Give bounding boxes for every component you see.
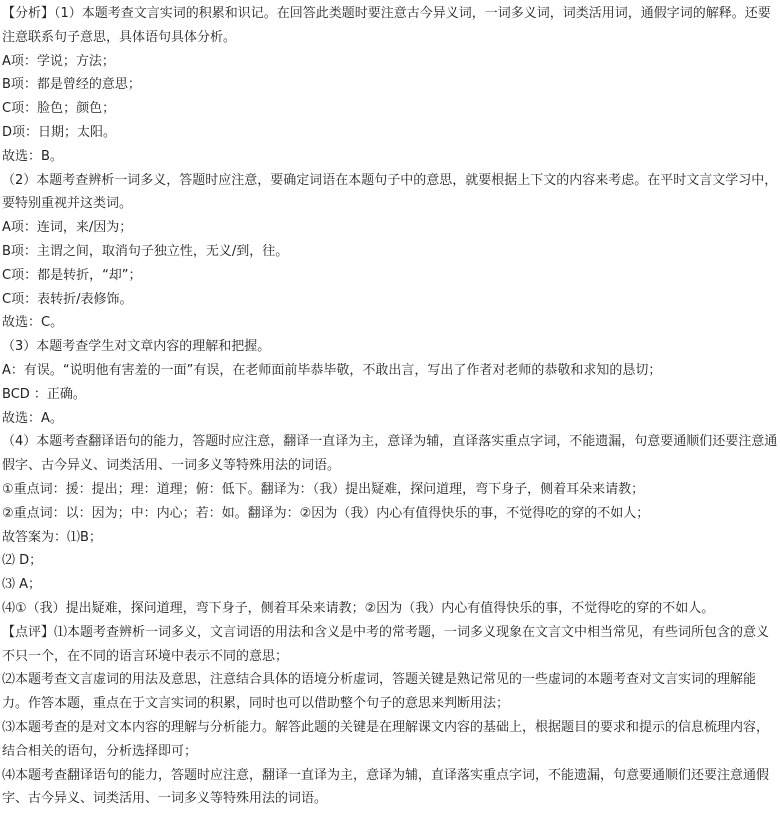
text-line: B项：都是曾经的意思； — [2, 77, 141, 93]
text-line: 故选：B。 — [2, 148, 63, 164]
text-line: （3）本题考查学生对文章内容的理解和把握。 — [2, 339, 271, 355]
text-line: 故选：C。 — [2, 315, 64, 331]
text-line: A项：学说；方法； — [2, 53, 115, 69]
text-line: BCD ：正确。 — [2, 386, 86, 402]
text-line: ⑵本题考查文言虚词的用法及意思，注意结合具体的语境分析虚词，答题关键是熟记常见的一些虚词的本题考查对文言实词的理解能力。作答本题，重点在于文言实词的积累，同时也可以借助整个句子的意思来判断用法； — [2, 672, 757, 712]
text-line: ⑷本题考查翻译语句的能力，答题时应注意，翻译一直译为主，意译为辅，直译落实重点字词，不能遗漏，句意要通顺们还要注意通假字、古今异义、词类活用、一词多义等特殊用法的词语。 — [2, 767, 770, 807]
analysis-document — [2, 2, 778, 811]
text-line: ⑶ A； — [2, 577, 42, 593]
text-line: ⑷①（我）提出疑难，探问道理，弯下身子，侧着耳朵来请教；②因为（我）内心有值得快乐的事，不觉得吃的穿的不如人。 — [2, 600, 715, 616]
text-line: （2）本题考查辨析一词多义，答题时应注意，要确定词语在本题句子中的意思，就要根据上下文的内容来考虑。在平时文言文学习中，要特别重视并这类词。 — [2, 172, 778, 212]
text-line: ②重点词：以：因为；中：内心；若：如。翻译为：②因为（我）内心有值得快乐的事，不觉得吃的穿的不如人； — [2, 505, 650, 521]
text-line: 【分析】（1）本题考查文言实词的积累和识记。在回答此类题时要注意古今异义词，一词多义词，词类活用词，通假字词的解释。还要注意联系句子意思，具体语句具体分析。 — [2, 6, 771, 45]
text-line: ⑵ D； — [2, 553, 43, 569]
text-line: ①重点词：援：提出；理：道理；俯：低下。翻译为：（我）提出疑难，探问道理，弯下身子，侧着耳朵来请教； — [2, 481, 645, 497]
text-line: A：有误。“说明他有害羞的一面”有误，在老师面前毕恭毕敬，不敢出言，写出了作者对老师的恭敬和求知的恳切； — [2, 362, 662, 378]
text-line: C项：都是转折，“却”； — [2, 267, 142, 283]
text-line: ⑶本题考查的是对文本内容的理解与分析能力。解答此题的关键是在理解课文内容的基础上，根据题目的要求和提示的信息梳理内容，结合相关的语句，分析选择即可； — [2, 719, 770, 759]
text-line: 故答案为：⑴B； — [2, 529, 102, 545]
text-line: 【点评】⑴本题考查辨析一词多义，文言词语的用法和含义是中考的常考题，一词多义现象在文言文中相当常见，有些词所包含的意义不只一个，在不同的语言环境中表示不同的意思； — [2, 624, 770, 664]
text-line: A项：连词，来/因为； — [2, 220, 133, 236]
text-line: B项：主谓之间，取消句子独立性，无义/到，往。 — [2, 243, 289, 259]
text-line: 故选：A。 — [2, 410, 63, 426]
text-line: C项：脸色；颜色； — [2, 101, 116, 117]
text-line: C项：表转折/表修饰。 — [2, 291, 133, 307]
text-line: D项：日期；太阳。 — [2, 124, 117, 140]
text-line: （4）本题考查翻译语句的能力，答题时应注意，翻译一直译为主，意译为辅，直译落实重点字词，不能遗漏，句意要通顺们还要注意通假字、古今异义、词类活用、一词多义等特殊用法的词语。 — [2, 434, 778, 474]
